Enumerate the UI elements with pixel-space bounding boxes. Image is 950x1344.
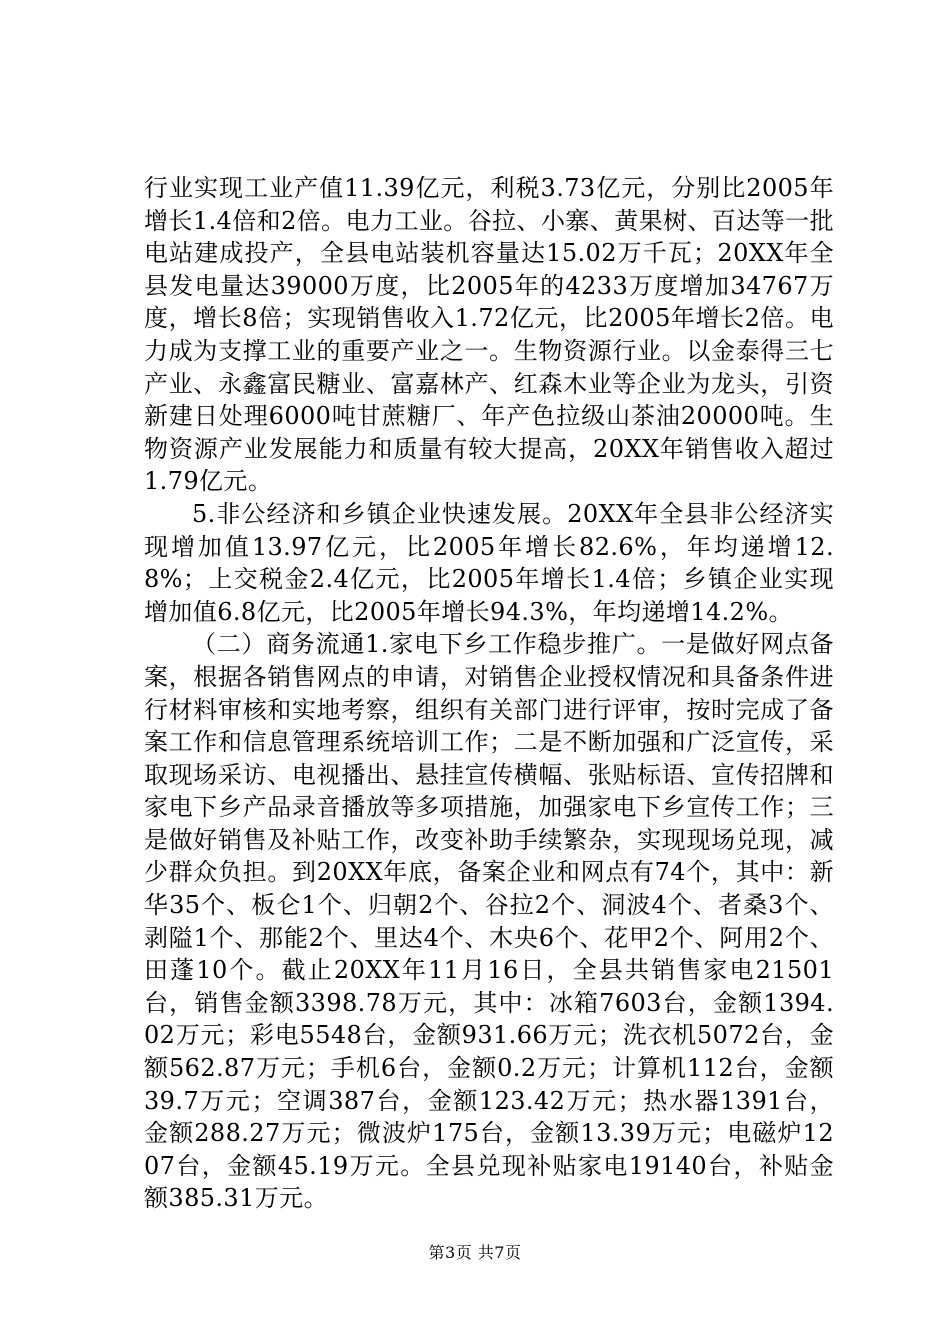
paragraph-commerce-circulation: （二）商务流通1.家电下乡工作稳步推广。一是做好网点备案，根据各销售网点的申请，对销售企业授权情况和具备条件进行材料审核和实地考察，组织有关部门进行评审，按时完成了备案工作和信息管理系统培训工作；二是不断加强和广泛宣传，采取现场采访、电视播出、悬挂宣传横幅、张贴标语、宣传招牌和家电下乡产品录音播放等多项措施，加强家电下乡宣传工作；三是做好销售及补贴工作，改变补助手续繁杂，实现现场兑现，减少群众负担。到20XX年底，备案企业和网点有74个，其中：新华35个、板仑1个、归朝2个、谷拉2个、洞波4个、者桑3个、剥隘1个、那能2个、里达4个、木央6个、花甲2个、阿用2个、田蓬10个。截止20XX年11月16日，全县共销售家电21501台，销售金额3398.78万元，其中：冰箱7603台，金额1394.02万元；彩电5548台，金额931.66万元；洗衣机5072台，金额562.87万元；手机6台，金额0.2万元；计算机112台，金额39.7万元；空调387台，金额123.42万元；热水器1391台，金额288.27万元；微波炉175台，金额13.39万元；电磁炉1207台，金额45.19万元。全县兑现补贴家电19140台，补贴金额385.31万元。 bbox=[144, 630, 834, 1213]
page-number-label: 第3页 共7页 bbox=[428, 1243, 522, 1262]
paragraph-industry-summary: 行业实现工业产值11.39亿元，利税3.73亿元，分别比2005年增长1.4倍和2倍。电力工业。谷拉、小寨、黄果树、百达等一批电站建成投产，全县电站装机容量达15.02万千瓦；20XX年全县发电量达39000万度，比2005年的4233万度增加34767万度，增长8倍；实现销售收入1.72亿元，比2005年增长2倍。电力成为支撑工业的重要产业之一。生物资源行业。以金泰得三七产业、永鑫富民糖业、富嘉林产、红森木业等企业为龙头，引资新建日处理6000吨甘蔗糖厂、年产色拉级山茶油20000吨。生物资源产业发展能力和质量有较大提高，20XX年销售收入超过1.79亿元。 bbox=[144, 174, 834, 496]
page-footer bbox=[0, 1243, 950, 1263]
paragraph-non-public-economy: 5.非公经济和乡镇企业快速发展。20XX年全县非公经济实现增加值13.97亿元，比2005年增长82.6%，年均递增12.8%；上交税金2.4亿元，比2005年增长1.4倍；乡镇企业实现增加值6.8亿元，比2005年增长94.3%，年均递增14.2%。 bbox=[144, 499, 834, 626]
document-body bbox=[144, 172, 834, 1215]
